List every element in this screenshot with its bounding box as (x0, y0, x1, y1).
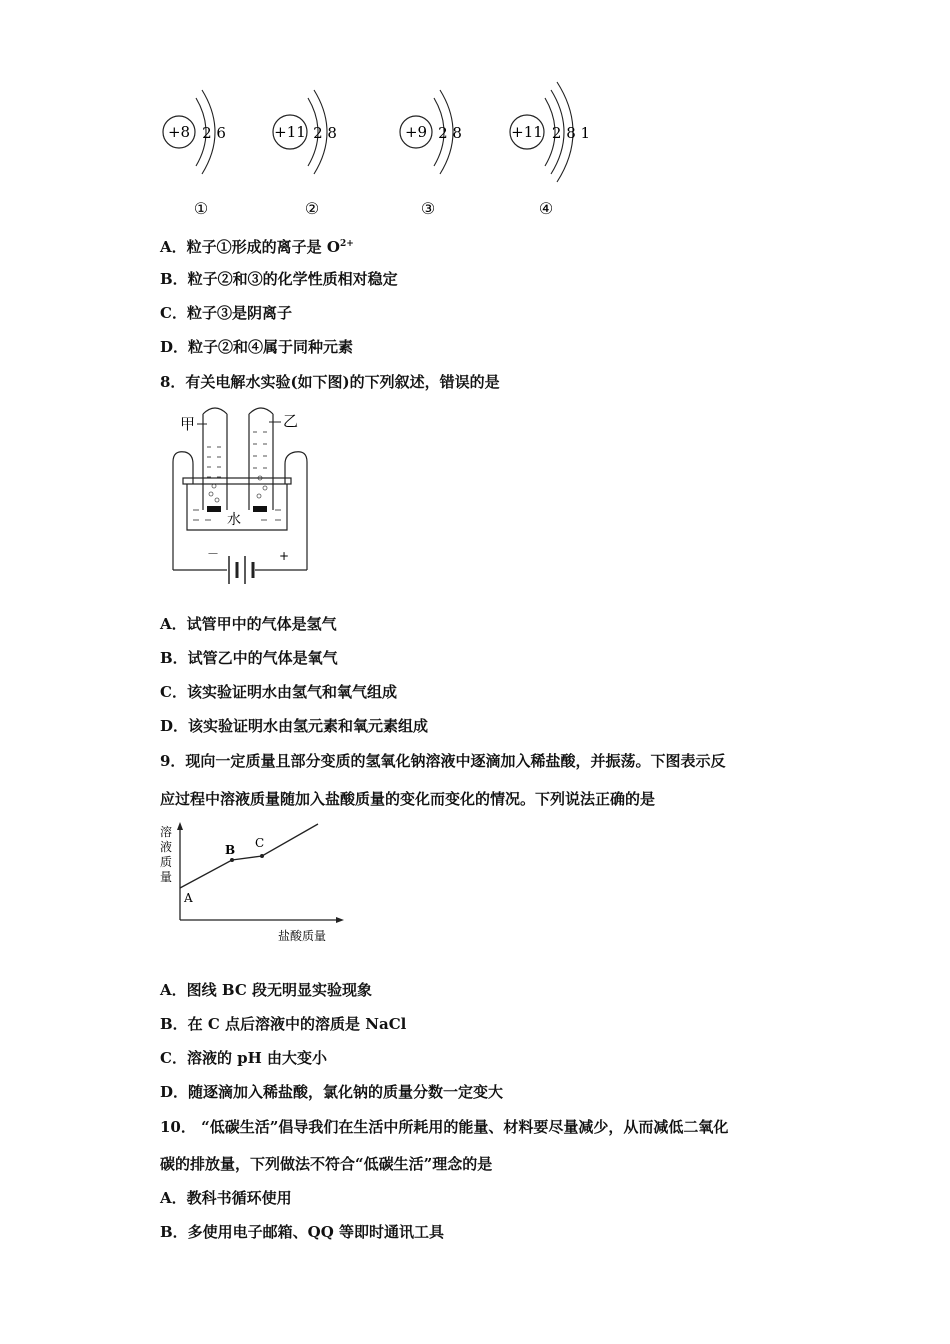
q9-option-a: A．图线 BC 段无明显实验现象 (160, 981, 372, 999)
q7-option-c: C．粒子③是阴离子 (160, 304, 292, 322)
tube-label-jia: 甲 (180, 415, 196, 433)
atom-4-nucleus: +11 (511, 123, 543, 141)
solution-mass-graph (158, 820, 348, 950)
q7-option-a-text: A．粒子①形成的离子是 O (160, 238, 340, 256)
electrolysis-diagram (165, 402, 315, 587)
q7-option-a-charge: 2+ (339, 239, 354, 249)
atom-3 (400, 90, 462, 218)
q8-option-d: D．该实验证明水由氢元素和氧元素组成 (160, 717, 429, 735)
q8-stem: 8．有关电解水实验(如下图)的下列叙述，错误的是 (160, 373, 500, 391)
atom-1-shells: 2 6 (202, 124, 226, 142)
atom-4-shells: 2 8 1 (551, 124, 591, 142)
point-b-label: B (225, 843, 236, 857)
point-c-label: C (255, 836, 265, 850)
q8-option-c: C．该实验证明水由氢气和氧气组成 (160, 683, 397, 701)
water-label: 水 (227, 512, 241, 528)
q7-option-d: D．粒子②和④属于同种元素 (160, 338, 354, 356)
y-label-char-2: 液 (160, 840, 173, 854)
q10-stem-line-2: 碳的排放量，下列做法不符合“低碳生活”理念的是 (160, 1155, 493, 1173)
y-label-char-1: 溶 (160, 825, 173, 839)
atom-3-marker: ③ (420, 199, 436, 218)
atom-2-shells: 2 8 (313, 124, 337, 142)
q9-option-c: C．溶液的 pH 由大变小 (160, 1049, 328, 1067)
atom-1-nucleus: +8 (167, 123, 191, 141)
x-axis-label: 盐酸质量 (278, 929, 327, 943)
y-label-char-3: 质 (160, 855, 173, 869)
q9-stem-line-2: 应过程中溶液质量随加入盐酸质量的变化而变化的情况。下列说法正确的是 (160, 790, 656, 808)
atom-4-marker: ④ (538, 199, 554, 218)
y-label-char-4: 量 (160, 870, 173, 884)
atom-1-marker: ① (193, 199, 209, 218)
tube-label-yi: 乙 (283, 412, 299, 430)
q10-stem-line-1: 10． “低碳生活”倡导我们在生活中所耗用的能量、材料要尽量减少，从而减低二氧化 (160, 1118, 729, 1136)
atom-1 (163, 90, 226, 218)
atom-structure-diagrams (150, 80, 610, 225)
atom-3-nucleus: +9 (404, 123, 428, 141)
atom-4 (510, 82, 590, 218)
q8-option-a: A．试管甲中的气体是氢气 (160, 615, 337, 633)
q7-option-b: B．粒子②和③的化学性质相对稳定 (160, 270, 398, 288)
atom-2-nucleus: +11 (274, 123, 306, 141)
q9-option-d: D．随逐滴加入稀盐酸，氯化钠的质量分数一定变大 (160, 1083, 504, 1101)
q9-stem-line-1: 9．现向一定质量且部分变质的氢氧化钠溶液中逐滴加入稀盐酸，并振荡。下图表示反 (160, 752, 726, 770)
q10-option-a: A．教科书循环使用 (160, 1189, 292, 1207)
atom-2-marker: ② (304, 199, 320, 218)
q7-option-a (160, 234, 354, 257)
atom-3-shells: 2 8 (438, 124, 462, 142)
battery-minus-label: － (207, 547, 220, 561)
q10-option-b: B．多使用电子邮箱、QQ 等即时通讯工具 (160, 1223, 445, 1241)
q9-option-b: B．在 C 点后溶液中的溶质是 NaCl (160, 1015, 407, 1033)
atom-2 (273, 90, 337, 218)
battery-plus-label: + (279, 549, 290, 563)
point-a-label: A (184, 891, 193, 905)
q8-option-b: B．试管乙中的气体是氧气 (160, 649, 338, 667)
